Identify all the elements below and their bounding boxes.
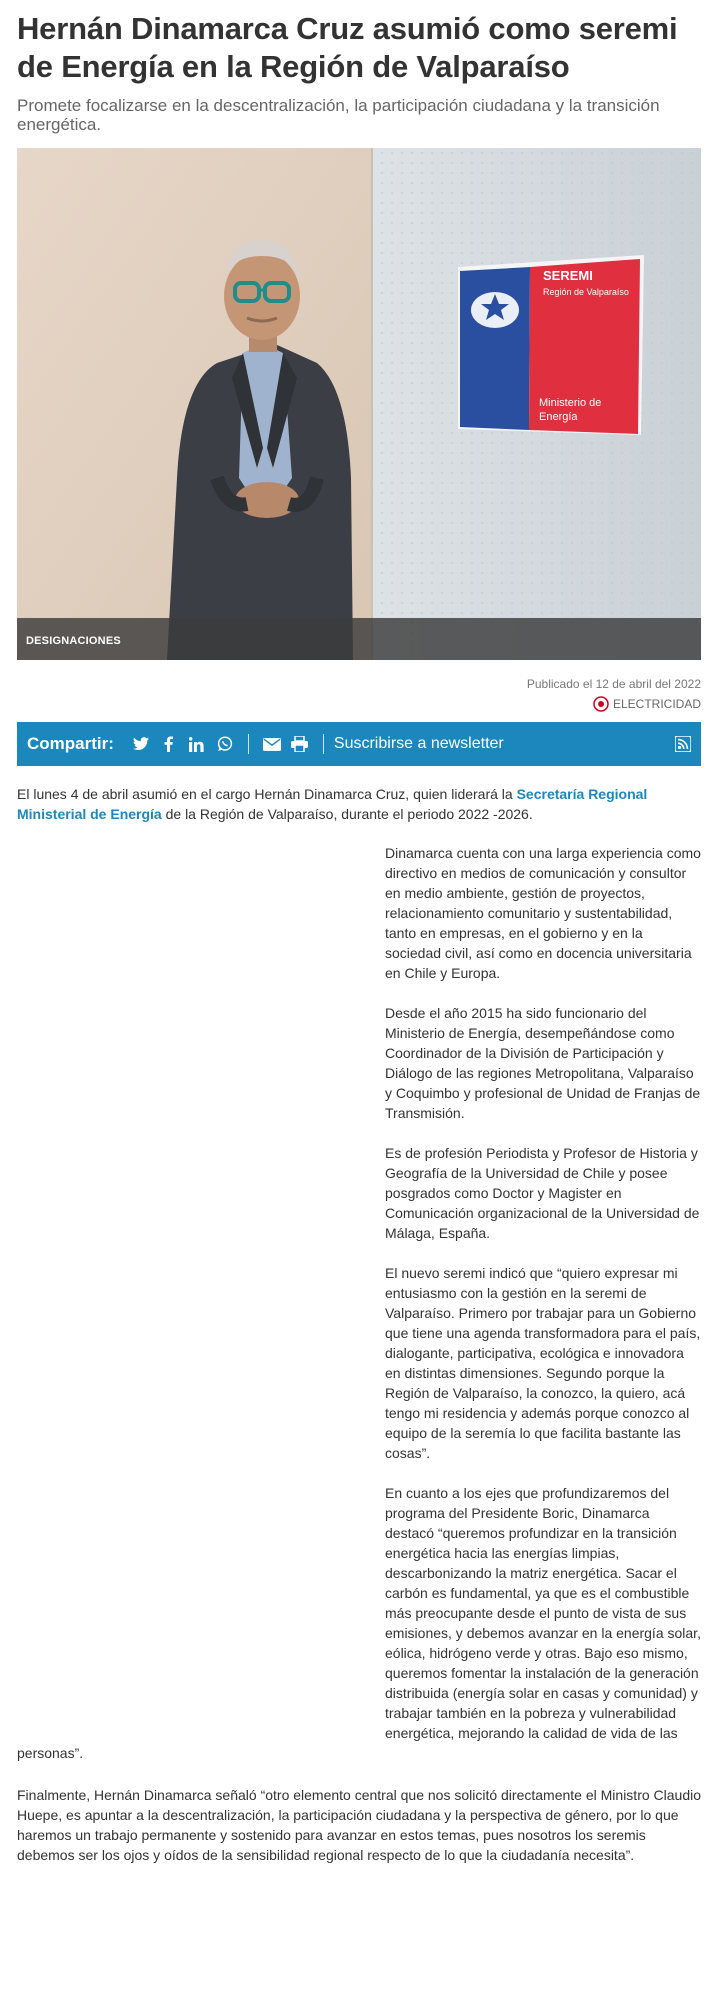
category-label[interactable]: ELECTRICIDAD (612, 697, 701, 711)
photo-category-tag[interactable]: DESIGNACIONES (26, 635, 121, 647)
facebook-icon[interactable] (160, 735, 178, 753)
paragraph-program-tail: personas”. (17, 1745, 84, 1761)
secretaria-link[interactable]: Secretaría Regional Ministerial de Energía (17, 786, 648, 822)
twitter-icon[interactable] (132, 735, 150, 753)
article-subtitle: Promete focalizarse en la descentralización, la participación ciudadana y la transición energética. (17, 96, 660, 134)
body-right-column (385, 843, 701, 1743)
seremi-sign (458, 255, 644, 435)
linkedin-icon[interactable] (188, 735, 206, 753)
photo-illustration (17, 148, 701, 660)
article-body (17, 843, 701, 1763)
article-title: Hernán Dinamarca Cruz asumió como seremi de Energía en la Región de Valparaíso (17, 11, 678, 84)
sign-seremi: SEREMI (543, 268, 593, 283)
paragraph-experience: Dinamarca cuenta con una larga experiencia como directivo en medios de comunicación y consultor en medio ambiente, gestión de proyectos, relacionamiento comunitario y sustentabilidad, tanto en empresas, en el gobierno y en la sociedad civil, así como en docencia universitaria en Chile y Europa. (385, 845, 701, 981)
category-line (17, 694, 701, 714)
intro-text-before: El lunes 4 de abril asumió en el cargo Hernán Dinamarca Cruz, quien liderará la (17, 786, 517, 802)
print-icon[interactable] (291, 735, 309, 753)
mail-icon[interactable] (263, 735, 281, 753)
sign-region: Región de Valparaíso (543, 287, 629, 297)
paragraph-quote: El nuevo seremi indicó que “quiero expresar mi entusiasmo con la gestión en la seremi de Valparaíso. Primero por trabajar para un Gobierno que tiene una agenda transformadora para el país, dialogante, participativa, ecológica e innovadora en distintas dimensiones. Segundo porque la Región de Valparaíso, la conozco, la quiero, acá tengo mi residencia y además porque conozco al equipo de la seremía lo que facilita bastante las cosas”. (385, 1265, 701, 1461)
sign-ministry-2: Energía (539, 411, 578, 423)
article-intro (17, 784, 701, 824)
article-meta (17, 674, 701, 714)
published-date: Publicado el 12 de abril del 2022 (526, 677, 701, 691)
paragraph-education: Es de profesión Periodista y Profesor de Historia y Geografía de la Universidad de Chile y posee posgrados como Doctor y Magister en Comunicación organizacional de la Universidad de Málaga, España. (385, 1145, 700, 1241)
bullseye-icon (593, 696, 609, 712)
share-divider (323, 734, 324, 754)
intro-text-after: de la Región de Valparaíso, durante el periodo 2022 -2026. (161, 806, 533, 822)
paragraph-closing: Finalmente, Hernán Dinamarca señaló “otro elemento central que nos solicitó directamente el Ministro Claudio Huepe, es apuntar a la descentralización, la participación ciudadana y la perspectiva de género, por lo que haremos un trabajo permanente y sostenido para avanzar en estos temas, pues nosotros los seremis debemos ser los ojos y oídos de la sensibilidad regional respecto de lo que la ciudadanía necesita”. (17, 1787, 702, 1863)
share-divider (248, 734, 249, 754)
share-icons (132, 734, 328, 754)
paragraph-career: Desde el año 2015 ha sido funcionario del Ministerio de Energía, desempeñándose como Coordinador de la División de Participación y Diálogo de las regiones Metropolitana, Valparaíso y Coquimbo y profesional de Unidad de Franjas de Transmisión. (385, 1005, 701, 1121)
whatsapp-icon[interactable] (216, 735, 234, 753)
article-photo (17, 148, 701, 660)
newsletter-link[interactable]: Suscribirse a newsletter (333, 735, 504, 752)
paragraph-program: En cuanto a los ejes que profundizaremos del programa del Presidente Boric, Dinamarca destacó “queremos profundizar en la transición energética hacia las energías limpias, descarbonizando la matriz energética. Sacar el carbón es fundamental, ya que es el combustible más preocupante desde el punto de vista de sus emisiones, y debemos avanzar en la energía solar, eólica, hidrógeno verde y otras. Bajo eso mismo, queremos fomentar la instalación de la generación distribuida (energía solar en casas y comunidad) y trabajar también en la pobreza y vulnerabilidad energética, mejorando la calidad de vida de las (385, 1485, 701, 1741)
sign-ministry-1: Ministerio de (539, 397, 602, 409)
share-bar (17, 722, 701, 766)
share-label: Compartir: (27, 734, 114, 753)
rss-icon[interactable] (675, 736, 691, 752)
